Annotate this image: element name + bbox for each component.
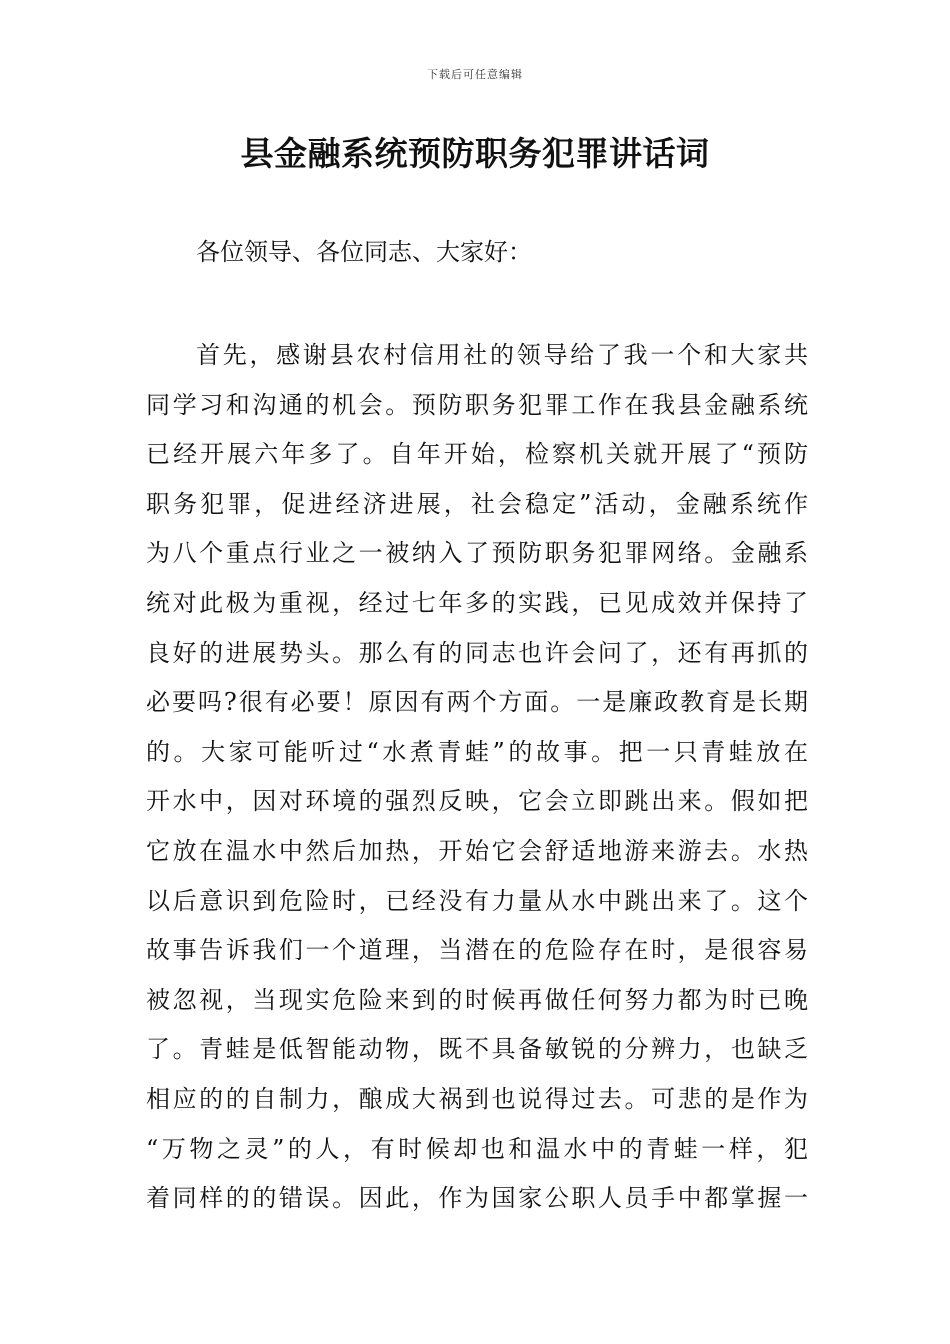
paragraph-line: “万物之灵”的人，有时候却也和温水中的青蛙一样，犯 (146, 1134, 808, 1163)
paragraph-line: 必要吗?很有必要！原因有两个方面。一是廉政教育是长期 (146, 688, 808, 717)
paragraph-line: 职务犯罪，促进经济进展，社会稳定”活动，金融系统作 (146, 489, 808, 518)
paragraph-line: 统对此极为重视，经过七年多的实践，已见成效并保持了 (146, 588, 808, 617)
paragraph-line: 它放在温水中然后加热，开始它会舒适地游来游去。水热 (146, 836, 808, 865)
paragraph-line: 着同样的的错误。因此，作为国家公职人员手中都掌握一 (146, 1184, 808, 1213)
document-title: 县金融系统预防职务犯罪讲话词 (240, 134, 710, 173)
paragraph-line: 被忽视，当现实危险来到的时候再做任何努力都为时已晚 (146, 985, 808, 1014)
body-paragraph (146, 331, 808, 1224)
paragraph-line: 良好的进展势头。那么有的同志也许会问了，还有再抓的 (146, 638, 808, 667)
paragraph-line: 相应的的自制力，酿成大祸到也说得过去。可悲的是作为 (146, 1084, 808, 1113)
paragraph-line: 故事告诉我们一个道理，当潜在的危险存在时，是很容易 (146, 936, 808, 965)
paragraph-line: 了。青蛙是低智能动物，既不具备敏锐的分辨力，也缺乏 (146, 1035, 808, 1064)
paragraph-line: 同学习和沟通的机会。预防职务犯罪工作在我县金融系统 (146, 390, 808, 419)
paragraph-line: 为八个重点行业之一被纳入了预防职务犯罪网络。金融系 (146, 539, 808, 568)
paragraph-line: 以后意识到危险时，已经没有力量从水中跳出来了。这个 (146, 886, 808, 915)
paragraph-line: 的。大家可能听过“水煮青蛙”的故事。把一只青蛙放在 (146, 737, 808, 766)
paragraph-line: 开水中，因对环境的强烈反映，它会立即跳出来。假如把 (146, 787, 808, 816)
paragraph-line: 首先，感谢县农村信用社的领导给了我一个和大家共 (196, 341, 808, 369)
paragraph-line: 已经开展六年多了。自年开始，检察机关就开展了“预防 (146, 440, 808, 469)
greeting-line: 各位领导、各位同志、大家好： (196, 238, 532, 266)
page-header-note: 下载后可任意编辑 (427, 68, 523, 81)
